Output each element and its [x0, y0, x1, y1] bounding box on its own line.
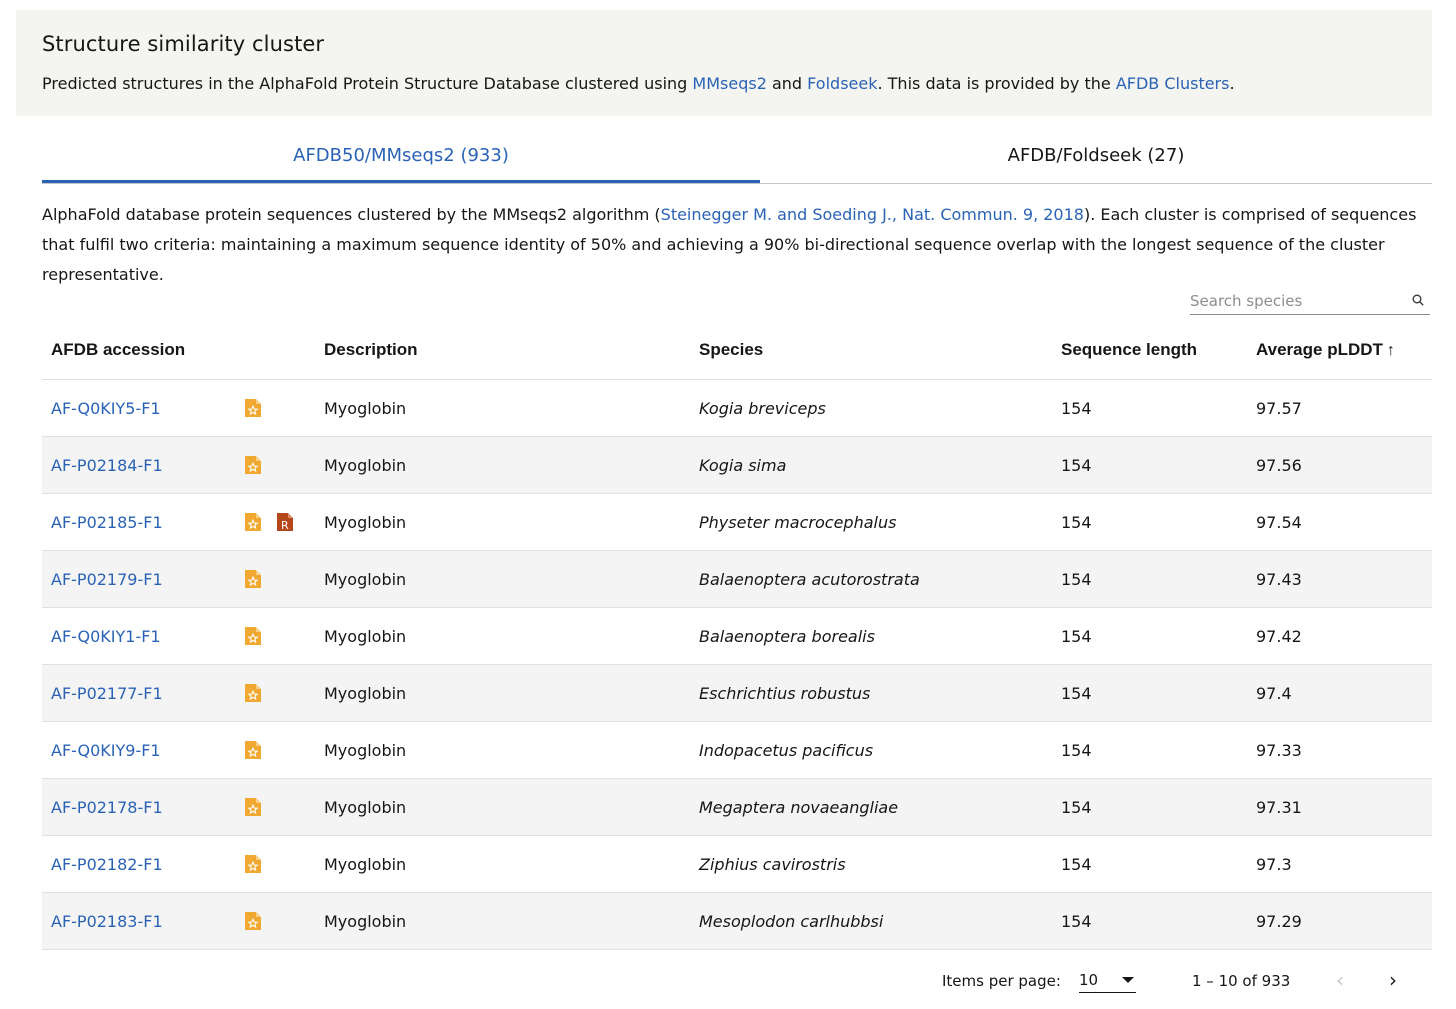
accession-link[interactable]: AF-Q0KIY1-F1 [51, 626, 161, 646]
row-species: Ziphius cavirostris [699, 836, 1061, 893]
table-row[interactable] [42, 722, 1432, 779]
table-row[interactable] [42, 437, 1432, 494]
accession-link[interactable]: AF-P02179-F1 [51, 569, 163, 589]
starred-structure-icon [244, 626, 262, 646]
row-species: Eschrichtius robustus [699, 665, 1061, 722]
table-row[interactable] [42, 893, 1432, 950]
row-description: Myoglobin [324, 608, 699, 665]
tab-afdb-foldseek[interactable]: AFDB/Foldseek (27) [1007, 145, 1185, 166]
row-average-plddt: 97.31 [1256, 779, 1432, 836]
starred-structure-icon [244, 740, 262, 760]
cluster-tabs [42, 136, 1432, 184]
row-sequence-length: 154 [1061, 608, 1256, 665]
header-description[interactable]: Description [324, 320, 699, 380]
row-badges [228, 854, 324, 874]
afdb-clusters-link[interactable]: AFDB Clusters [1115, 74, 1230, 93]
row-species: Indopacetus pacificus [699, 722, 1061, 779]
row-sequence-length: 154 [1061, 665, 1256, 722]
row-description: Myoglobin [324, 551, 699, 608]
row-sequence-length: 154 [1061, 551, 1256, 608]
row-badges [228, 455, 324, 475]
starred-structure-icon [244, 911, 262, 931]
row-species: Kogia sima [699, 437, 1061, 494]
search-icon[interactable] [1412, 294, 1424, 306]
starred-structure-icon [244, 455, 262, 475]
table-row[interactable] [42, 494, 1432, 551]
reviewed-entry-icon [276, 512, 294, 532]
row-species: Physeter macrocephalus [699, 494, 1061, 551]
starred-structure-icon [244, 683, 262, 703]
row-average-plddt: 97.56 [1256, 437, 1432, 494]
accession-link[interactable]: AF-P02185-F1 [51, 512, 163, 532]
accession-link[interactable]: AF-P02178-F1 [51, 797, 163, 817]
intro-text: Predicted structures in the AlphaFold Protein Structure Database clustered using MMseqs2 and Foldseek. This data is provided by the AFDB Clusters. [42, 74, 1235, 93]
row-description: Myoglobin [324, 494, 699, 551]
row-average-plddt: 97.4 [1256, 665, 1432, 722]
cluster-header [16, 10, 1432, 116]
table-row[interactable] [42, 551, 1432, 608]
row-badges [228, 683, 324, 703]
row-sequence-length: 154 [1061, 437, 1256, 494]
row-description: Myoglobin [324, 437, 699, 494]
header-badges [228, 320, 324, 380]
row-badges [228, 740, 324, 760]
foldseek-link[interactable]: Foldseek [807, 74, 878, 93]
table-header-row [42, 320, 1432, 380]
row-average-plddt: 97.33 [1256, 722, 1432, 779]
row-species: Balaenoptera borealis [699, 608, 1061, 665]
row-species: Megaptera novaeangliae [699, 779, 1061, 836]
starred-structure-icon [244, 854, 262, 874]
row-badges [228, 398, 324, 418]
table-row[interactable] [42, 836, 1432, 893]
row-description: Myoglobin [324, 893, 699, 950]
starred-structure-icon [244, 512, 262, 532]
table-row[interactable] [42, 665, 1432, 722]
table-row[interactable] [42, 779, 1432, 836]
row-species: Kogia breviceps [699, 380, 1061, 437]
row-average-plddt: 97.57 [1256, 380, 1432, 437]
row-badges [228, 569, 324, 589]
header-average-plddt[interactable]: Average pLDDT ↑ [1256, 320, 1432, 380]
row-average-plddt: 97.42 [1256, 608, 1432, 665]
starred-structure-icon [244, 797, 262, 817]
accession-link[interactable]: AF-P02184-F1 [51, 455, 163, 475]
row-sequence-length: 154 [1061, 494, 1256, 551]
previous-page-button[interactable]: ‹ [1336, 968, 1344, 992]
items-per-page-label: Items per page: [942, 972, 1061, 990]
row-badges [228, 512, 324, 532]
cluster-members-table [42, 320, 1432, 950]
row-sequence-length: 154 [1061, 779, 1256, 836]
accession-link[interactable]: AF-Q0KIY5-F1 [51, 398, 161, 418]
row-sequence-length: 154 [1061, 380, 1256, 437]
search-species-input[interactable] [1190, 290, 1400, 312]
row-description: Myoglobin [324, 722, 699, 779]
next-page-button[interactable]: › [1389, 968, 1397, 992]
starred-structure-icon [244, 398, 262, 418]
row-badges [228, 797, 324, 817]
header-species[interactable]: Species [699, 320, 1061, 380]
header-sequence-length[interactable]: Sequence length [1061, 320, 1256, 380]
row-sequence-length: 154 [1061, 893, 1256, 950]
items-per-page-value: 10 [1079, 971, 1099, 989]
pagination [42, 958, 1432, 1002]
row-average-plddt: 97.43 [1256, 551, 1432, 608]
sort-ascending-icon: ↑ [1386, 341, 1395, 359]
species-search [1190, 290, 1430, 315]
accession-link[interactable]: AF-Q0KIY9-F1 [51, 740, 161, 760]
section-title: Structure similarity cluster [42, 32, 325, 56]
starred-structure-icon [244, 569, 262, 589]
row-average-plddt: 97.3 [1256, 836, 1432, 893]
table-row[interactable] [42, 380, 1432, 437]
row-average-plddt: 97.29 [1256, 893, 1432, 950]
table-row[interactable] [42, 608, 1432, 665]
row-species: Mesoplodon carlhubbsi [699, 893, 1061, 950]
row-description: Myoglobin [324, 665, 699, 722]
row-description: Myoglobin [324, 836, 699, 893]
row-description: Myoglobin [324, 380, 699, 437]
row-sequence-length: 154 [1061, 722, 1256, 779]
mmseqs2-link[interactable]: MMseqs2 [692, 74, 767, 93]
row-average-plddt: 97.54 [1256, 494, 1432, 551]
citation-link[interactable]: Steinegger M. and Soeding J., Nat. Commun. 9, 2018 [660, 205, 1084, 224]
accession-link[interactable]: AF-P02183-F1 [51, 911, 163, 931]
row-description: Myoglobin [324, 779, 699, 836]
row-badges [228, 911, 324, 931]
caret-down-icon [1122, 977, 1134, 983]
accession-link[interactable]: AF-P02182-F1 [51, 854, 163, 874]
page-range: 1 – 10 of 933 [1192, 972, 1291, 990]
accession-link[interactable]: AF-P02177-F1 [51, 683, 163, 703]
row-badges [228, 626, 324, 646]
svg-text:R: R [281, 519, 289, 532]
cluster-description: AlphaFold database protein sequences clustered by the MMseqs2 algorithm (Steinegger M. and Soeding J., Nat. Commun. 9, 2018). Each cluster is comprised of sequences that fulfil two criteria: maintaining a maximum sequence identity of 50% and achieving a 90% bi-directional sequence overlap with the longest sequence of the cluster representative. [42, 205, 1417, 284]
items-per-page-select[interactable] [1079, 968, 1136, 993]
row-sequence-length: 154 [1061, 836, 1256, 893]
tab-afdb50-mmseqs2[interactable]: AFDB50/MMseqs2 (933) [42, 136, 760, 183]
header-accession[interactable]: AFDB accession [42, 320, 228, 380]
row-species: Balaenoptera acutorostrata [699, 551, 1061, 608]
